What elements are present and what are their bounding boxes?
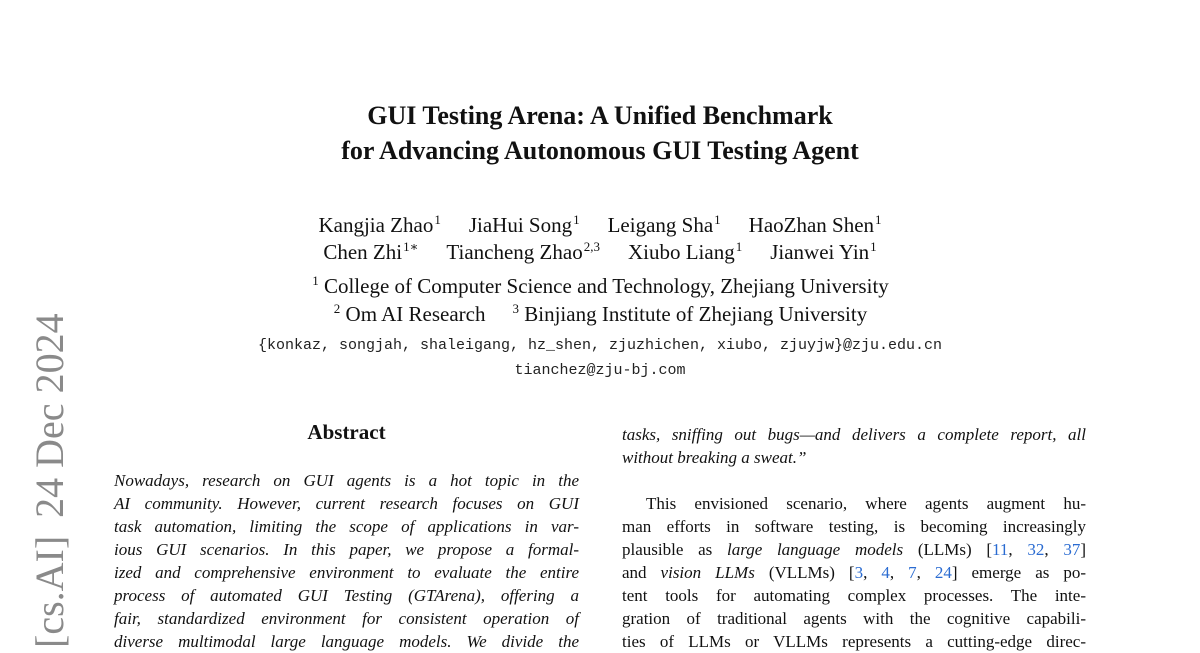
- email-line-2: tianchez@zju-bj.com: [514, 362, 686, 379]
- author: Jianwei Yin$^1$: [770, 239, 877, 264]
- email-line-1: {konkaz, songjah, shaleigang, hz_shen, zjuzhichen, xiubo, zjuyjw}@zju.edu.cn: [257, 337, 943, 354]
- quote-text: [622, 423, 1086, 469]
- title-line-2: for Advancing Autonomous GUI Testing Agent: [341, 136, 859, 165]
- abstract-line: ized and comprehensive environment to evaluate the entire: [114, 563, 579, 582]
- citation-link[interactable]: 11: [992, 540, 1009, 559]
- abstract-line: ious GUI scenarios. In this paper, we propose a formal-: [114, 540, 579, 559]
- citation-link[interactable]: 37: [1063, 540, 1081, 559]
- body-line: man efforts in software testing, is becoming increasingly: [622, 517, 1086, 536]
- citation-link[interactable]: 7: [908, 563, 917, 582]
- title-line-1: GUI Testing Arena: A Unified Benchmark: [367, 101, 833, 130]
- author: HaoZhan Shen$^1$: [748, 212, 882, 237]
- body-line: tent tools for automating complex processes. The inte-: [622, 586, 1086, 605]
- abstract-line: Nowadays, research on GUI agents is a hot topic in the: [114, 471, 579, 490]
- author: JiaHui Song$^1$: [468, 212, 580, 237]
- abstract-line: diverse multimodal large language models. We divide the: [114, 632, 579, 651]
- quote-line: without breaking a sweat.”: [622, 448, 807, 467]
- citation-link[interactable]: 3: [854, 563, 864, 582]
- author-emails: [0, 333, 1200, 383]
- author: Kangjia Zhao$^1$: [318, 212, 441, 237]
- affiliation-2-3: $^2$ Om AI Research $^3$ Binjiang Institute of Zhejiang University: [333, 301, 868, 326]
- abstract-text: [114, 469, 579, 653]
- quote-line: tasks, sniffing out bugs—and delivers a complete report, all: [622, 425, 1086, 444]
- abstract-line: AI community. However, current research focuses on GUI: [114, 494, 579, 513]
- abstract-line: task automation, limiting the scope of applications in var-: [114, 517, 579, 536]
- author: Tiancheng Zhao$^{2,3}$: [446, 239, 600, 264]
- arxiv-category: [cs.AI]: [27, 535, 72, 648]
- abstract-line: process of automated GUI Testing (GTArena), offering a: [114, 586, 579, 605]
- paper-title: [0, 98, 1200, 168]
- author-row-1: [0, 212, 1200, 239]
- body-line: and vision LLMs (VLLMs) [3, 4, 7, 24] emerge as po-: [622, 563, 1087, 582]
- arxiv-date: 24 Dec 2024: [27, 313, 72, 518]
- body-line: This envisioned scenario, where agents augment hu-: [646, 494, 1086, 513]
- affiliation-1: $^1$ College of Computer Science and Technology, Zhejiang University: [312, 273, 889, 298]
- author: Chen Zhi$^{1∗}$: [323, 239, 419, 264]
- citation-link[interactable]: 32: [1027, 540, 1045, 559]
- citation-link[interactable]: 24: [934, 563, 952, 582]
- affiliations: [0, 272, 1200, 328]
- citation-link[interactable]: 4: [881, 563, 890, 582]
- author: Leigang Sha$^1$: [607, 212, 721, 237]
- abstract-line: fair, standardized environment for consistent operation of: [114, 609, 579, 628]
- intro-paragraph: [622, 492, 1086, 653]
- abstract-heading: Abstract: [307, 420, 386, 444]
- body-line: plausible as large language models (LLMs) [11, 32, 37]: [622, 540, 1087, 559]
- author: Xiubo Liang$^1$: [627, 239, 743, 264]
- author-list: [0, 212, 1200, 266]
- body-line: gration of traditional agents with the cognitive capabili-: [622, 609, 1086, 628]
- author-row-2: [0, 239, 1200, 266]
- body-line: ties of LLMs or VLLMs represents a cutting-edge direc-: [622, 632, 1086, 651]
